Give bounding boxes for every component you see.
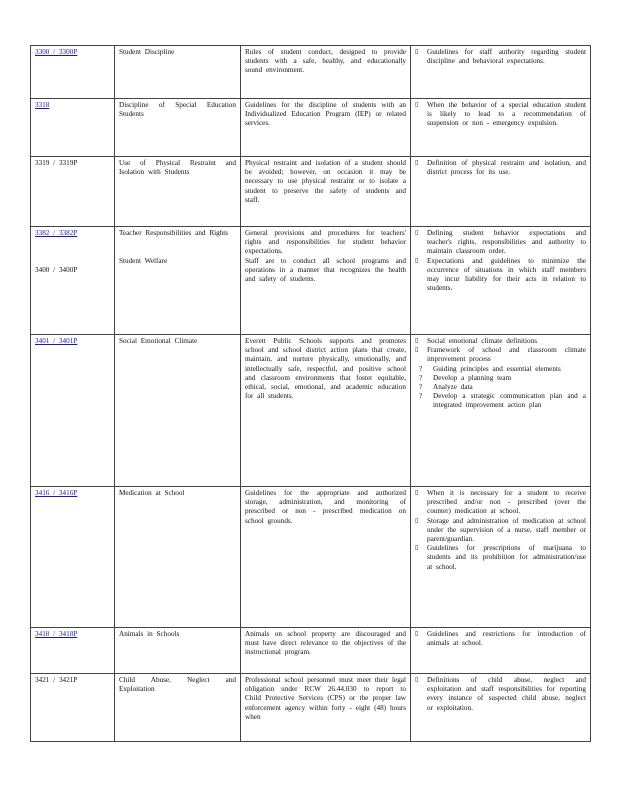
table-row (31, 227, 591, 335)
policy-description: Animals on school property are discouraged and must have direct relevance to the objectives of the instructional program. (241, 628, 411, 674)
sub-list-item: ? Analyze data (419, 383, 586, 392)
list-item: ▯ When it is necessary for a student to receive prescribed and/or non - prescribed (over the counter) medication at school. (415, 489, 586, 517)
table-row (31, 335, 591, 487)
policy-number-link[interactable]: 3382 / 3382P (35, 229, 78, 237)
policy-title: Child Abuse, Neglect and Exploitation (115, 674, 241, 742)
policy-title: Animals in Schools (115, 628, 241, 674)
policy-description: General provisions and procedures for teachers' rights and responsibilities for student behavior expectations. (245, 229, 406, 256)
policy-description: Rules of student conduct, designed to provide students with a safe, healthy, and educationally sound environment. (241, 46, 411, 99)
policy-number-link[interactable]: 3300 / 3300P (35, 48, 78, 56)
table-row (31, 46, 591, 99)
table-row (31, 487, 591, 628)
list-item: ▯ Guidelines and restrictions for introduction of animals at school. (415, 630, 586, 648)
policy-number: 3400 / 3400P (35, 266, 78, 275)
policy-title: Medication at School (115, 487, 241, 628)
list-item: ▯ Social emotional climate definitions (415, 337, 586, 346)
list-item: ▯ Defining student behavior expectations and teacher's rights, responsibilities and authority to maintain classroom order. (415, 229, 586, 257)
policy-number-link[interactable]: 3401 / 3401P (35, 337, 78, 345)
policy-description: Physical restraint and isolation of a student should be avoided; however, on occasion it may be necessary to use physical restraint or to isolate a student to preserve the safety of students and staff. (241, 157, 411, 227)
table-row (31, 674, 591, 742)
list-item: ▯ Guidelines for staff authority regarding student discipline and behavioral expectations. (415, 48, 586, 66)
sub-list-item: ? Develop a strategic communication plan and a integrated improvement action plan (419, 392, 586, 410)
policy-number: 3421 / 3421P (35, 676, 78, 684)
table-row (31, 628, 591, 674)
policy-number-link[interactable]: 3418 / 3418P (35, 630, 78, 638)
table-row (31, 99, 591, 157)
policy-title: Student Discipline (115, 46, 241, 99)
policy-description: Everett Public Schools supports and promotes school and school district action plans that create, maintain, and nurture physically, emotionally, and intellectually safe, respectful, and positive school and classroom environments that foster equitable, ethical, social, emotional, and academic education for all students. (241, 335, 411, 487)
table-row (31, 157, 591, 227)
policy-title: Social Emotional Climate (115, 335, 241, 487)
sub-list-item: ? Guiding principles and essential elements (419, 365, 586, 374)
policy-description: Professional school personnel must meet their legal obligation under RCW 26.44.030 to report to Child Protective Services (CPS) or the proper law enforcement agency within forty - eight (48) hours when (241, 674, 411, 742)
policy-table (30, 45, 591, 742)
list-item: ▯ Expectations and guidelines to minimize the occurrence of situations in which staff members may incur liability for their acts in relation to students. (415, 257, 586, 294)
policy-number-link[interactable]: 3318 (35, 101, 50, 109)
policy-title: Teacher Responsibilities and Rights (119, 229, 229, 237)
sub-list-item: ? Develop a planning team (419, 374, 586, 383)
policy-title: Use of Physical Restraint and Isolation with Students (115, 157, 241, 227)
list-item: ▯ When the behavior of a special education student is likely to lead to a recommendation of suspension or non - emergency expulsion. (415, 101, 586, 129)
policy-number: 3319 / 3319P (35, 159, 78, 167)
policy-number-link[interactable]: 3416 / 3416P (35, 489, 78, 497)
list-item: ▯ Framework of school and classroom climate improvement process (415, 346, 586, 364)
policy-description: Guidelines for the discipline of students with an Individualized Education Program (IEP) or related services. (241, 99, 411, 157)
list-item: ▯ Definition of physical restraint and isolation, and district process for its use. (415, 159, 586, 177)
policy-title: Student Welfare (119, 257, 168, 266)
list-item: ▯ Definitions of child abuse, neglect and exploitation and staff responsibilities for reporting every instance of suspected child abuse, neglect or exploitation. (415, 676, 586, 713)
list-item: ▯ Storage and administration of medication at school under the supervision of a nurse, staff member or parent/guardian. (415, 517, 586, 545)
policy-title: Discipline of Special Education Students (115, 99, 241, 157)
list-item: ▯ Guidelines for prescriptions of marijuana to students and its prohibition for administration/use at school. (415, 544, 586, 572)
policy-description: Guidelines for the appropriate and authorized storage, administration, and monitoring of prescribed or non - prescribed medication on school grounds. (241, 487, 411, 628)
policy-description: Staff are to conduct all school programs and operations in a manner that recognizes the health and safety of students. (245, 256, 406, 284)
